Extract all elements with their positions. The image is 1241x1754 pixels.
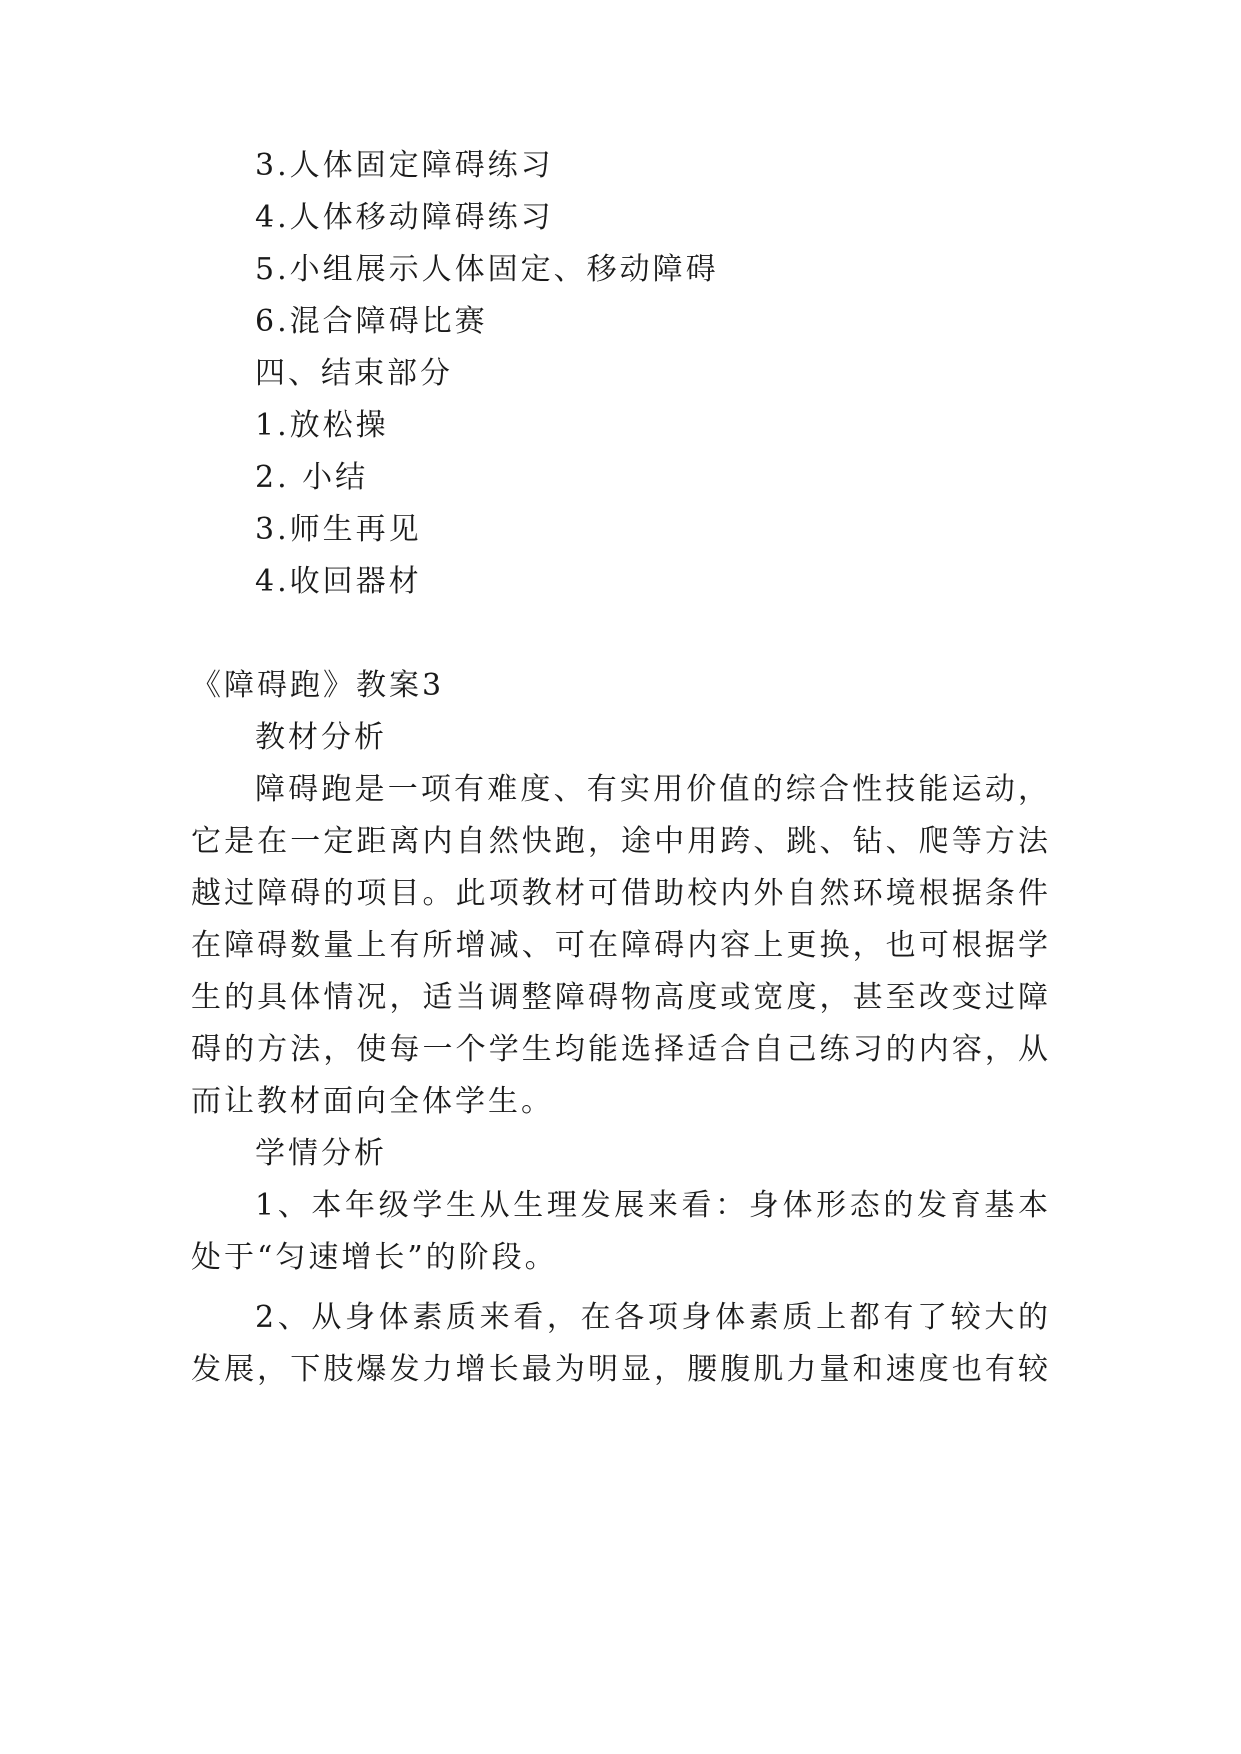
paragraph-line: 发展，下肢爆发力增长最为明显，腰腹肌力量和速度也有较 bbox=[191, 1352, 1051, 1387]
heading-material-analysis: 教材分析 bbox=[255, 720, 387, 755]
paragraph-line: 处于“匀速增长”的阶段。 bbox=[191, 1240, 558, 1275]
outline-item: 5.小组展示人体固定、移动障碍 bbox=[255, 252, 719, 287]
outline-item: 4.人体移动障碍练习 bbox=[255, 200, 554, 235]
paragraph-line: 1、本年级学生从生理发展来看：身体形态的发育基本 bbox=[255, 1188, 1051, 1223]
paragraph-line: 而让教材面向全体学生。 bbox=[191, 1084, 554, 1119]
paragraph-line: 在障碍数量上有所增减、可在障碍内容上更换，也可根据学 bbox=[191, 928, 1051, 963]
outline-item: 1.放松操 bbox=[255, 408, 389, 443]
paragraph-line: 越过障碍的项目。此项教材可借助校内外自然环境根据条件 bbox=[191, 876, 1051, 911]
paragraph-line: 碍的方法，使每一个学生均能选择适合自己练习的内容，从 bbox=[191, 1032, 1051, 1067]
outline-item: 3.师生再见 bbox=[255, 512, 422, 547]
outline-item: 3.人体固定障碍练习 bbox=[255, 148, 554, 183]
heading-student-analysis: 学情分析 bbox=[255, 1136, 387, 1171]
paragraph-line: 障碍跑是一项有难度、有实用价值的综合性技能运动， bbox=[255, 772, 1051, 807]
paragraph-line: 2、从身体素质来看，在各项身体素质上都有了较大的 bbox=[255, 1300, 1051, 1335]
paragraph-line: 生的具体情况，适当调整障碍物高度或宽度，甚至改变过障 bbox=[191, 980, 1051, 1015]
outline-item: 4.收回器材 bbox=[255, 564, 422, 599]
outline-item: 6.混合障碍比赛 bbox=[255, 304, 488, 339]
section-heading-ending: 四、结束部分 bbox=[255, 356, 453, 391]
paragraph-line: 它是在一定距离内自然快跑，途中用跨、跳、钻、爬等方法 bbox=[191, 824, 1051, 859]
outline-item: 2. 小结 bbox=[255, 460, 369, 495]
section-title: 《障碍跑》教案3 bbox=[191, 668, 445, 703]
